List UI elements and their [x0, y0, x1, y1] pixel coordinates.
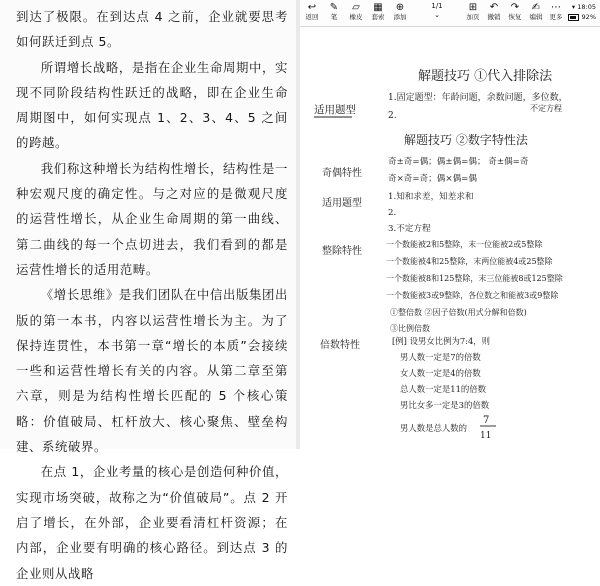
topic-applicable-types-2: 适用题型	[322, 198, 362, 209]
page-indicator[interactable]: 1/1 ⌄	[431, 2, 443, 19]
sub-line: 2.	[388, 111, 397, 121]
back-icon: ↩	[307, 2, 317, 13]
add-button[interactable]: ⊕ 添加	[390, 1, 410, 21]
sub-line: 3.不定方程	[388, 224, 431, 234]
back-button[interactable]: ↩ 返回	[302, 1, 322, 21]
status-area	[558, 2, 596, 22]
topic-multiple: 倍数特性	[320, 340, 360, 351]
clock: 18:05	[577, 3, 596, 11]
undo-button[interactable]: ↶ 撤销	[484, 1, 504, 21]
title-number-property: 解题技巧 ②数字特性法	[404, 133, 528, 147]
eraser-button[interactable]: ▱ 橡皮	[346, 1, 366, 21]
sub-line: ①整倍数 ②因子倍数(用式分解和倍数)	[390, 308, 527, 317]
sub-line: 2.	[388, 208, 397, 218]
sub-line: 男人数是总人数的	[400, 423, 467, 433]
reader-paragraph: 所谓增长战略，是指在企业生命周期中，实现不同阶段结构性跃迁的战略，即在企业生命周期图中，如何实现点 1、2、3、4、5 之间的跨越。	[16, 59, 288, 151]
handwriting-canvas[interactable]	[300, 26, 600, 449]
sub-line: [例] 设男女比例为7:4，则	[392, 336, 491, 346]
title-substitution: 解题技巧 ①代入排除法	[418, 69, 553, 84]
more-button[interactable]: ⋯ 更多	[546, 1, 566, 21]
add-icon: ⊕	[395, 2, 405, 13]
edit-button[interactable]: ✍ 编辑	[526, 1, 546, 21]
reader-text	[16, 4, 288, 586]
add-page-icon: ⊞	[468, 2, 478, 13]
sub-line: 奇±奇=偶；偶±偶=偶； 奇±偶=奇	[388, 157, 529, 167]
add-page-button[interactable]: ⊞ 加页	[463, 1, 483, 21]
battery-icon	[568, 14, 579, 21]
pen-icon: ✎	[329, 2, 339, 13]
sub-line: 1.知和求差，知差求和	[388, 192, 474, 202]
undo-icon: ↶	[489, 2, 499, 13]
sub-line: 女人数一定是4的倍数	[400, 368, 481, 378]
sub-line: 奇×奇=奇；偶×偶=偶	[388, 174, 477, 184]
more-icon: ⋯	[551, 2, 561, 13]
pen-button[interactable]: ✎ 笔	[324, 1, 344, 21]
chevron-down-icon: ⌄	[434, 11, 440, 19]
topic-odd-even: 奇偶特性	[322, 168, 362, 179]
sub-line: 不定方程	[530, 104, 562, 113]
redo-icon: ↷	[510, 2, 520, 13]
sub-line: ③比例倍数	[390, 324, 430, 333]
redo-button[interactable]: ↷ 恢复	[505, 1, 525, 21]
sub-line: 男比女多一定是3的倍数	[400, 400, 490, 410]
sub-line: 一个数能被3或9整除，各位数之和能被3或9整除	[386, 291, 559, 300]
lasso-icon: ▦	[373, 2, 383, 13]
battery-level: 92%	[581, 13, 596, 21]
sub-line: 一个数能被8和125整除，末三位能被8或125整除	[386, 274, 563, 283]
sub-line: 一个数能被4和25整除，末两位能被4或25整除	[386, 257, 553, 266]
fraction-numerator: 7	[483, 415, 490, 426]
reader-page	[0, 0, 296, 581]
topic-applicable-types: 适用题型	[314, 104, 356, 116]
wifi-icon: ▾	[571, 3, 576, 11]
note-toolbar	[300, 0, 600, 27]
edit-icon: ✍	[531, 2, 541, 13]
fraction-denominator: 11	[480, 431, 492, 441]
sub-line: 男人数一定是7的倍数	[400, 352, 481, 362]
sub-line: 一个数能被2和5整除，末一位能被2或5整除	[386, 240, 543, 249]
reader-paragraph: 到达了极限。在到达点 4 之前，企业就要思考如何跃迁到点 5。	[16, 9, 288, 50]
topic-divisibility: 整除特性	[322, 246, 362, 257]
reader-paragraph: 在点 1，企业考量的核心是创造何种价值，实现市场突破，故称之为“价值破局”。点 2 开启了增长，在外部，企业要看清杠杆资源；在内部，企业要有明确的核心路径。到达点 3 的企业则从战略	[16, 464, 288, 581]
eraser-icon: ▱	[352, 2, 360, 13]
reader-paragraph: 《增长思维》是我们团队在中信出版集团出版的第一本书，内容以运营性增长为主。为了保持连贯性，本书第一章“增长的本质”会接续一些和运营性增长有关的内容。从第二章至第六章，则是为结构性增长匹配的 5 个核心策略：价值破局、杠杆放大、核心聚焦、壁垒构建、系统破界。	[16, 287, 288, 455]
sub-line: 1.固定题型：年龄问题，余数问题，多位数，	[388, 93, 568, 103]
reader-paragraph: 我们称这种增长为结构性增长，结构性是一种宏观尺度的确定性。与之对应的是微观尺度的运营性增长，从企业生命周期的第一曲线、第二曲线的每一个点切进去，我们看到的都是运营性增长的适用范畴。	[16, 160, 288, 277]
note-app	[300, 0, 600, 449]
lasso-button[interactable]: ▦ 套索	[368, 1, 388, 21]
sub-line: 总人数一定是11的倍数	[400, 384, 487, 394]
